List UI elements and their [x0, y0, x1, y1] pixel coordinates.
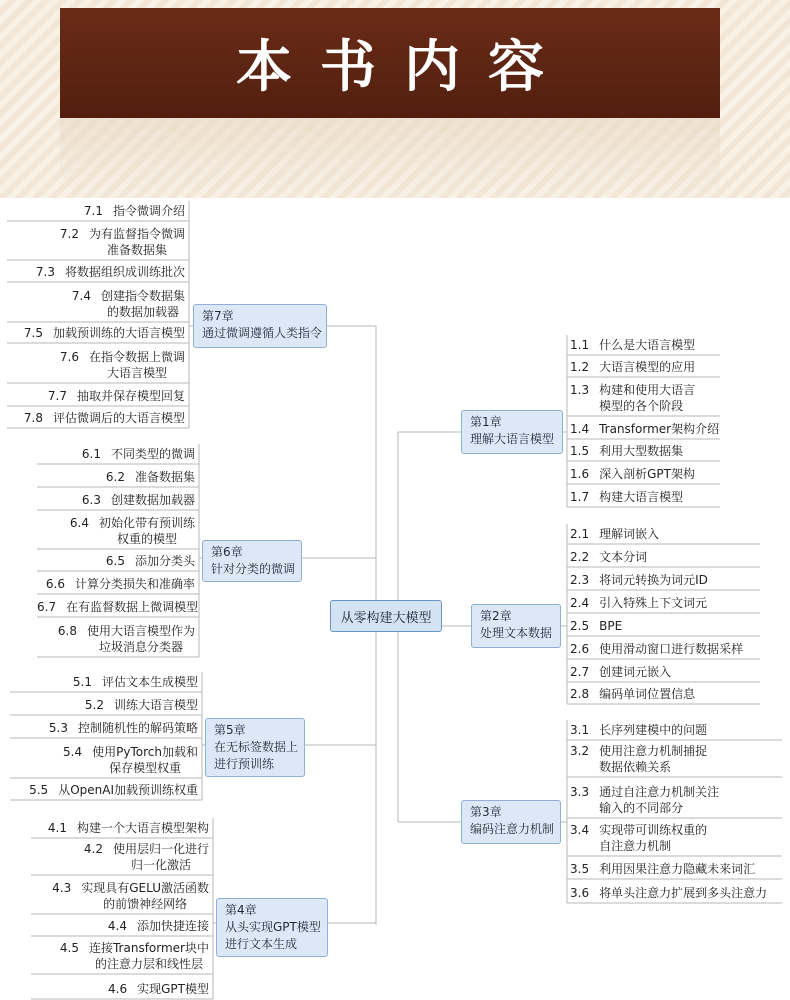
section-title: 编码单词位置信息	[599, 687, 696, 701]
chapter-title: 通过微调遵循人类指令	[202, 326, 323, 340]
section-number: 3.2	[570, 744, 590, 758]
section-title: 从OpenAI加载预训练权重	[58, 783, 198, 797]
section-number: 6.7	[37, 600, 57, 614]
section-item	[37, 446, 195, 462]
section-title: 评估微调后的大语言模型	[52, 411, 185, 425]
section-number: 1.1	[570, 338, 590, 352]
section-item	[10, 720, 198, 736]
section-title: 构建大语言模型	[599, 490, 684, 504]
section-item	[10, 744, 198, 776]
chapter-title: 从头实现GPT模型 进行文本生成	[225, 920, 321, 951]
section-number: 3.1	[570, 723, 590, 737]
section-title: 实现具有GELU激活函数 的前馈神经网络	[81, 881, 209, 911]
section-title: 控制随机性的解码策略	[77, 721, 198, 735]
chapter-number: 第6章	[211, 545, 243, 559]
chapter-title: 编码注意力机制	[470, 822, 555, 836]
section-item	[37, 576, 195, 592]
section-number: 7.4	[71, 289, 91, 303]
section-title: 引入特殊上下文词元	[599, 596, 708, 610]
section-item	[7, 203, 185, 219]
section-item	[10, 697, 198, 713]
chapter-title: 针对分类的微调	[211, 562, 296, 576]
section-item	[7, 349, 185, 381]
section-number: 3.6	[570, 886, 590, 900]
section-title: 通过自注意力机制关注 输入的不同部分	[599, 785, 720, 815]
section-title: BPE	[599, 619, 623, 633]
section-title: 创建数据加载器	[110, 493, 195, 507]
section-number: 7.5	[23, 326, 43, 340]
root-node: 从零构建大模型	[330, 600, 442, 632]
section-item	[7, 226, 185, 258]
section-number: 1.6	[570, 467, 590, 481]
section-number: 6.1	[81, 447, 101, 461]
section-title: 实现GPT模型	[137, 982, 209, 996]
section-item	[570, 572, 760, 588]
chapter-number: 第1章	[470, 415, 502, 429]
section-item	[7, 410, 185, 426]
section-number: 7.1	[83, 204, 103, 218]
section-title: 文本分词	[599, 550, 648, 564]
section-title: 实现带可训练权重的 自注意力机制	[599, 823, 708, 853]
section-number: 6.5	[105, 554, 125, 568]
section-title: 添加分类头	[134, 554, 195, 568]
section-title: 构建和使用大语言 模型的各个阶段	[599, 383, 696, 413]
section-title: 在指令数据上微调 大语言模型	[88, 350, 185, 380]
section-number: 6.4	[69, 516, 89, 530]
section-item	[570, 743, 782, 775]
section-number: 1.4	[570, 422, 590, 436]
section-number: 7.7	[47, 389, 67, 403]
section-title: 抽取并保存模型回复	[76, 389, 185, 403]
section-number: 2.6	[570, 642, 590, 656]
section-title: 大语言模型的应用	[599, 360, 696, 374]
section-item	[570, 359, 720, 375]
section-item	[570, 526, 760, 542]
section-number: 6.8	[57, 624, 77, 638]
section-number: 7.2	[59, 227, 79, 241]
section-title: 利用因果注意力隐藏未来词汇	[599, 862, 756, 876]
section-number: 2.8	[570, 687, 590, 701]
section-title: 利用大型数据集	[599, 444, 684, 458]
section-number: 5.5	[29, 783, 49, 797]
section-item	[10, 674, 198, 690]
section-number: 4.6	[108, 982, 128, 996]
section-item	[570, 641, 760, 657]
section-item	[7, 325, 185, 341]
section-title: 将数据组织成训练批次	[64, 265, 185, 279]
section-number: 4.4	[107, 919, 127, 933]
section-item	[570, 595, 760, 611]
section-item	[7, 264, 185, 280]
section-title: 连接Transformer块中 的注意力层和线性层	[88, 941, 209, 971]
section-item	[570, 549, 760, 565]
section-item	[31, 880, 209, 912]
chapter-number: 第7章	[202, 309, 234, 323]
section-number: 2.7	[570, 665, 590, 679]
section-title: 将单头注意力扩展到多头注意力	[599, 886, 768, 900]
section-title: 加载预训练的大语言模型	[52, 326, 185, 340]
section-item	[7, 288, 185, 320]
section-title: 将词元转换为词元ID	[599, 573, 708, 587]
section-number: 4.2	[83, 842, 103, 856]
section-title: 准备数据集	[134, 470, 195, 484]
section-number: 6.6	[45, 577, 65, 591]
section-title: 使用注意力机制捕捉 数据依赖关系	[599, 744, 708, 774]
chapter-title: 理解大语言模型	[470, 432, 555, 446]
chapter-number: 第4章	[225, 903, 257, 917]
section-title: 创建词元嵌入	[599, 665, 672, 679]
section-item	[570, 337, 720, 353]
section-title: 创建指令数据集 的数据加载器	[100, 289, 185, 319]
section-number: 5.1	[72, 675, 92, 689]
section-number: 1.3	[570, 383, 590, 397]
chapter-ch2	[471, 604, 561, 648]
chapter-number: 第5章	[214, 723, 246, 737]
section-item	[37, 553, 195, 569]
section-number: 5.3	[48, 721, 68, 735]
section-item	[570, 443, 720, 459]
section-number: 5.4	[63, 745, 83, 759]
section-item	[31, 918, 209, 934]
section-item	[7, 388, 185, 404]
chapter-title: 处理文本数据	[480, 626, 553, 640]
section-item	[37, 623, 195, 655]
section-number: 4.1	[47, 821, 67, 835]
section-item	[570, 618, 760, 634]
section-item	[570, 722, 782, 738]
section-number: 2.4	[570, 596, 590, 610]
section-title: 什么是大语言模型	[599, 338, 696, 352]
section-item	[37, 515, 195, 547]
section-title: 深入剖析GPT架构	[599, 467, 695, 481]
section-title: 使用层归一化进行 归一化激活	[112, 842, 209, 872]
section-title: 长序列建模中的问题	[599, 723, 708, 737]
section-item	[37, 492, 195, 508]
section-item	[570, 382, 720, 414]
section-number: 1.7	[570, 490, 590, 504]
page-title: 本书内容	[236, 35, 572, 100]
section-number: 4.3	[52, 881, 72, 895]
chapter-ch3	[461, 800, 561, 844]
section-title: 初始化带有预训练 权重的模型	[98, 516, 195, 546]
section-number: 5.2	[84, 698, 104, 712]
section-item	[570, 664, 760, 680]
chapter-ch4	[216, 898, 328, 957]
section-title: 添加快捷连接	[136, 919, 209, 933]
section-number: 3.4	[570, 823, 590, 837]
section-number: 6.3	[81, 493, 101, 507]
section-number: 1.2	[570, 360, 590, 374]
section-number: 3.3	[570, 785, 590, 799]
section-title: 指令微调介绍	[112, 204, 185, 218]
section-item	[37, 469, 195, 485]
section-title: 理解词嵌入	[599, 527, 660, 541]
chapter-ch7	[193, 304, 327, 348]
section-item	[31, 841, 209, 873]
section-number: 3.5	[570, 862, 590, 876]
section-item	[570, 466, 720, 482]
section-item	[31, 940, 209, 972]
section-item	[570, 885, 782, 901]
section-item	[10, 782, 198, 798]
section-item	[570, 489, 720, 505]
section-item	[31, 981, 209, 997]
section-title: 评估文本生成模型	[101, 675, 198, 689]
chapter-ch5	[205, 718, 305, 777]
section-number: 1.5	[570, 444, 590, 458]
section-item	[570, 861, 782, 877]
section-number: 2.1	[570, 527, 590, 541]
section-item	[37, 599, 199, 615]
section-title: 构建一个大语言模型架构	[76, 821, 209, 835]
section-title: 为有监督指令微调 准备数据集	[88, 227, 185, 257]
section-item	[570, 822, 782, 854]
section-title: 在有监督数据上微调模型	[66, 600, 199, 614]
chapter-ch1	[461, 410, 563, 454]
section-number: 2.3	[570, 573, 590, 587]
section-title: 使用滑动窗口进行数据采样	[599, 642, 744, 656]
section-number: 2.2	[570, 550, 590, 564]
section-number: 7.6	[59, 350, 79, 364]
section-title: 计算分类损失和准确率	[74, 577, 195, 591]
section-title: 使用大语言模型作为 垃圾消息分类器	[86, 624, 195, 654]
chapter-number: 第3章	[470, 805, 502, 819]
chapter-number: 第2章	[480, 609, 512, 623]
section-number: 2.5	[570, 619, 590, 633]
chapter-title: 在无标签数据上 进行预训练	[214, 740, 299, 771]
chapter-ch6	[202, 540, 302, 582]
section-number: 6.2	[105, 470, 125, 484]
section-title: 训练大语言模型	[113, 698, 198, 712]
section-title: 使用PyTorch加载和 保存模型权重	[92, 745, 198, 775]
section-number: 4.5	[59, 941, 79, 955]
section-item	[570, 686, 760, 702]
section-number: 7.8	[23, 411, 43, 425]
section-item	[570, 421, 720, 437]
section-title: 不同类型的微调	[110, 447, 195, 461]
section-item	[570, 784, 782, 816]
section-item	[31, 820, 209, 836]
section-number: 7.3	[35, 265, 55, 279]
section-title: Transformer架构介绍	[599, 422, 720, 436]
